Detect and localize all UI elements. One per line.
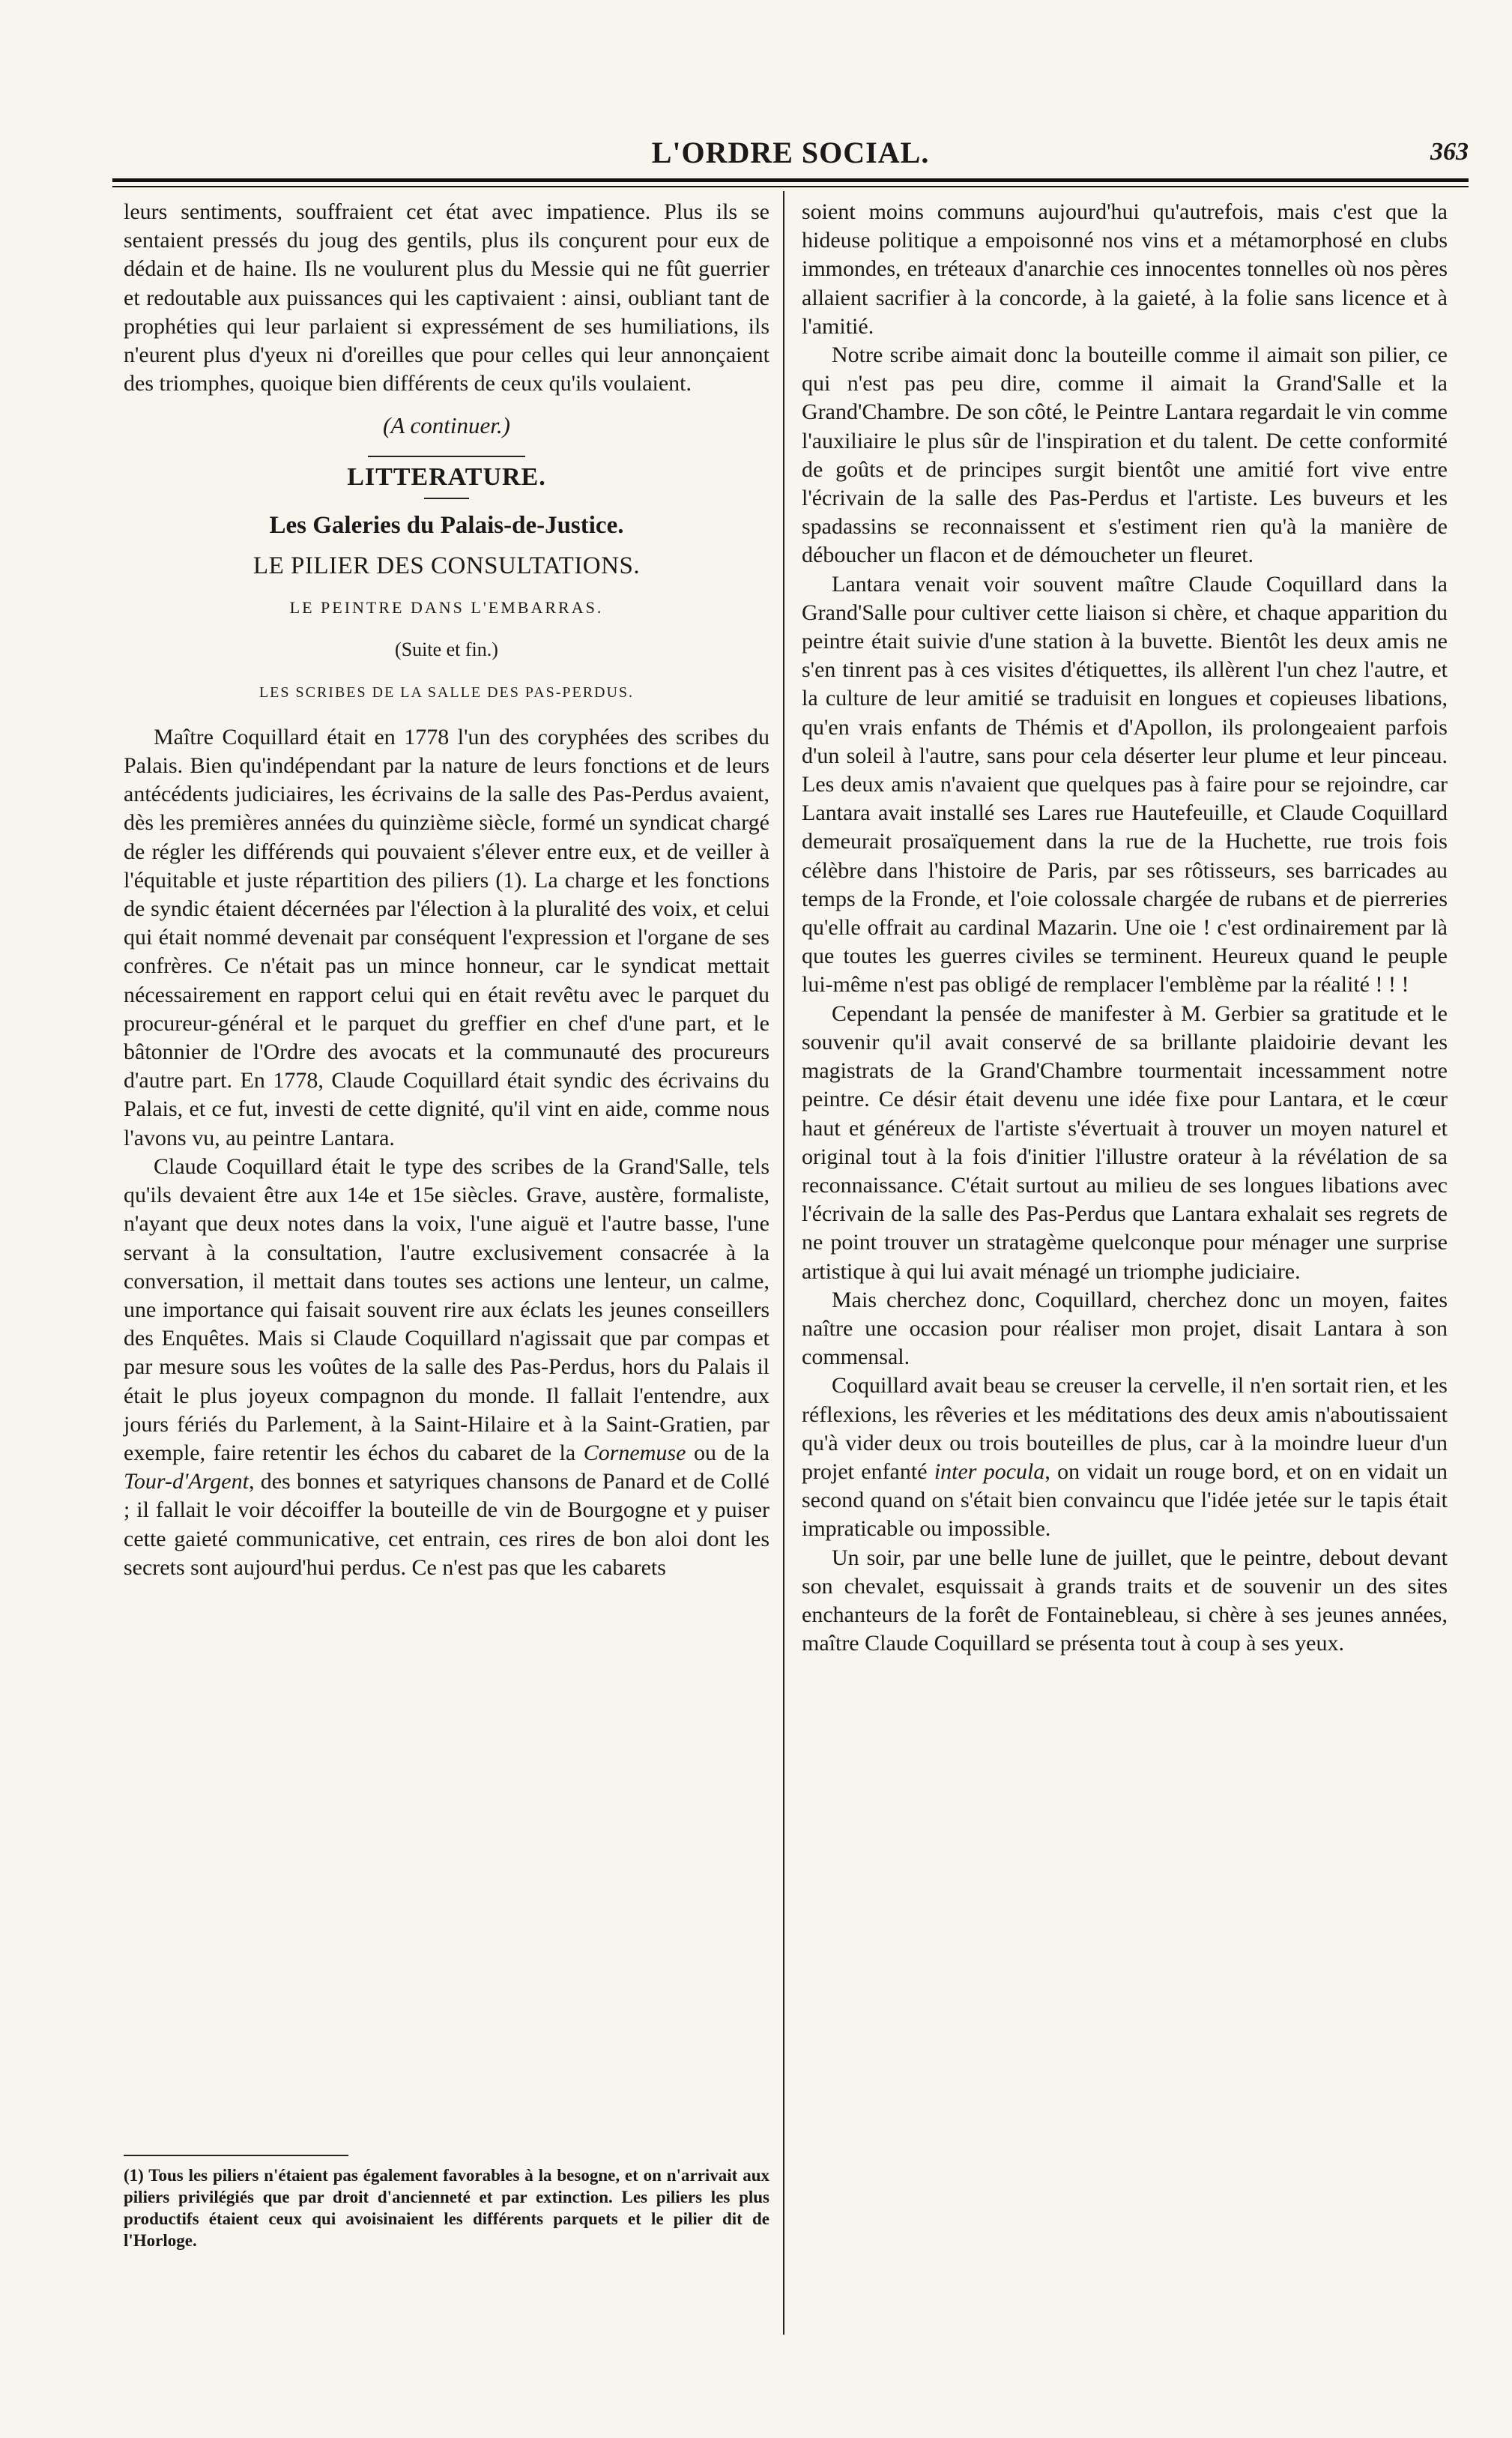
section-title: LITTERATURE. (347, 462, 546, 491)
right-column (802, 198, 1448, 1658)
column-divider (783, 191, 784, 2335)
article-note: (Suite et fin.) (395, 639, 498, 661)
chapter-heading: LES SCRIBES DE LA SALLE DES PAS-PERDUS. (258, 684, 635, 701)
paragraph: Un soir, par une belle lune de juillet, que le peintre, debout devant son chevalet, esquissait à grands traits et de souvenir un des sites enchanteurs de la forêt de Fontainebleau, si chère à ses jeunes années, maître Claude Coquillard se présenta tout à coup à ses yeux. (802, 1545, 1448, 1656)
footnote-rule (124, 2155, 348, 2156)
emphasis: Tour-d'Argent (124, 1469, 249, 1494)
paragraph: Lantara venait voir souvent maître Claude Coquillard dans la Grand'Salle pour cultiver cette liaison si chère, et chaque apparition du peintre était suivie d'une station à la buvette. Bientôt les deux amis ne s'en tinrent pas à ces visites d'étiquettes, ils allèrent l'un chez l'autre, et la culture de leur amitié se traduisit en longues et copieuses libations, qu'en vrais enfants de Thémis et d'Apollon, ils prolongeaient parfois d'un soleil à l'autre, sans pour cela déserter leur plume et leur pinceau. Les deux amis n'avaient que quelques pas à faire pour se rejoindre, car Lantara avait installé ses Lares rue Hautefeuille, et Claude Coquillard demeurait prosaïquement dans la rue de la Huchette, rue trois fois célèbre dans l'histoire de Paris, par ses rôtisseurs, ses barricades au temps de la Fronde, et l'oie colossale chargée de rubans et de pierreries qu'elle offrait au cardinal Mazarin. Une oie ! c'est ordinairement par là que toutes les guerres civiles se terminent. Heureux quand le peuple lui-même n'est pas obligé de remplacer l'emblème par la réalité ! ! ! (802, 571, 1448, 998)
article-series-title: Les Galeries du Palais-de-Justice. (269, 511, 624, 539)
footnote: (1) Tous les piliers n'étaient pas également favorables à la besogne, et on n'arrivait aux piliers privilégiés que par droit d'ancienneté et par extinction. Les piliers les plus productifs étaient ceux qui avoisinaient les différents parquets et le pilier dit de l'Horloge. (124, 2166, 769, 2250)
paragraph: soient moins communs aujourd'hui qu'autrefois, mais c'est que la hideuse politique a empoisonné nos vins et a métamorphosé en clubs immondes, en tréteaux d'anarchie ces innocentes tonnelles où nos pères allaient sacrifier à la concorde, à la gaieté, à la folie sans licence et à l'amitié. (802, 199, 1448, 339)
paragraph: leurs sentiments, souffraient cet état avec impatience. Plus ils se sentaient pressés du joug des gentils, plus ils conçurent pour eux de dédain et de haine. Ils ne voulurent plus du Messie qui ne fût guerrier et redoutable aux puissances qui les captivaient : ainsi, oubliant tant de prophéties qui leur parlaient si expressément de ses humiliations, ils n'eurent plus d'yeux ni d'oreilles que pour celles qui leur annonçaient des triomphes, quoique bien différents de ceux qu'ils voulaient. (124, 199, 769, 396)
paragraph: Mais cherchez donc, Coquillard, cherchez donc un moyen, faites naître une occasion pour réaliser mon projet, disait Lantara à son commensal. (802, 1287, 1448, 1370)
emphasis: Cornemuse (583, 1440, 686, 1465)
page-header (112, 135, 1469, 177)
left-column (124, 198, 769, 1582)
section-divider (368, 456, 525, 457)
paragraph: Maître Coquillard était en 1778 l'un des coryphées des scribes du Palais. Bien qu'indépendant par la nature de leurs fonctions et de leurs antécédents judiciaires, les écrivains de la salle des Pas-Perdus avaient, dès les premières années du quinzième siècle, formé un syndicat chargé de régler les différends qui pouvaient s'élever entre eux, et de veiller à l'équitable et juste répartition des piliers (1). La charge et les fonctions de syndic étaient décernées par l'élection à la pluralité des voix, et celui qui était nommé devenait par conséquent l'expression et l'organe de ses confrères. Ce n'était pas un mince honneur, car le syndicat mettait nécessairement en rapport celui qui en était revêtu avec le parquet du procureur-général et le parquet du greffier en chef d'une part, et le bâtonnier de l'Ordre des avocats et la communauté des procureurs d'autre part. En 1778, Claude Coquillard était syndic des écrivains du Palais, et ce fut, investi de cette dignité, qu'il vint en aide, comme nous l'avons vu, au peintre Lantara. (124, 724, 769, 1150)
article-title: LE PILIER DES CONSULTATIONS. (252, 552, 641, 580)
paragraph: Cependant la pensée de manifester à M. Gerbier sa gratitude et le souvenir qu'il avait conservé de sa brillante plaidoirie devant les magistrats de la Grand'Chambre tourmentait incessamment notre peintre. Ce désir était devenu une idée fixe pour Lantara, et le cœur haut et généreux de l'artiste s'évertuait à trouver un moyen naturel et original tout à la fois d'initier l'illustre orateur à la révélation de sa reconnaissance. C'était surtout au milieu de ses longues libations avec l'écrivain de la salle des Pas-Perdus que Lantara exhalait ses regrets de ne point trouver un stratagème quelconque pour ménager une surprise artistique à qui lui avait ménagé un triomphe judiciaire. (802, 1001, 1448, 1284)
paragraph: Coquillard avait beau se creuser la cervelle, il n'en sortait rien, et les réflexions, les rêveries et les méditations des deux amis n'aboutissaient qu'à vider deux ou trois bouteilles de plus, car à la moindre lueur d'un projet enfanté inter pocula, on vidait un rouge bord, et on en vidait un second quand on s'était bien convaincu que l'idée jetée sur le tapis était impraticable ou impossible. (802, 1373, 1448, 1542)
journal-title: L'ORDRE SOCIAL. (651, 136, 930, 169)
header-rule-thin (112, 186, 1469, 187)
paragraph: Notre scribe aimait donc la bouteille comme il aimait son pilier, ce qui n'est pas peu dire, comme il aimait la Grand'Salle et la Grand'Chambre. De son côté, le Peintre Lantara regardait le vin comme l'auxiliaire le plus sûr de l'inspiration et du talent. De cette conformité de goûts et de principes surgit bientôt une amitié fort vive entre l'écrivain de la salle des Pas-Perdus et l'artiste. Les buveurs et les spadassins se reconnaissent et s'estiment rien qu'à la manière de déboucher un flacon et de démoucheter un fleuret. (802, 343, 1448, 568)
paragraph: Claude Coquillard était le type des scribes de la Grand'Salle, tels qu'ils devaient être aux 14e et 15e siècles. Grave, austère, formaliste, n'ayant que deux notes dans la voix, l'une aiguë et l'autre basse, l'une servant à la consultation, l'autre exclusivement consacrée à la conversation, il mettait dans toutes ses actions une lenteur, un calme, une importance qui faisait souvent rire aux éclats les jeunes conseillers des Enquêtes. Mais si Claude Coquillard n'agissait que par compas et par mesure sous les voûtes de la salle des Pas-Perdus, hors du Palais il était le plus joyeux compagnon du monde. Il fallait l'entendre, aux jours fériés du Parlement, à la Saint-Hilaire et à la Saint-Gratien, par exemple, faire retentir les échos du cabaret de la Cornemuse ou de la Tour-d'Argent, des bonnes et satyriques chansons de Panard et de Collé ; il fallait le voir décoiffer la bouteille de vin de Bourgogne et y puiser cette gaieté communicative, cet entrain, ces rires de bon aloi dont les secrets sont aujourd'hui perdus. Ce n'est pas que les cabarets (124, 1153, 770, 1580)
emphasis: inter pocula (934, 1458, 1045, 1484)
page-number: 363 (1430, 138, 1469, 166)
section-divider-short (424, 498, 469, 499)
article-subtitle: LE PEINTRE DANS L'EMBARRAS. (289, 598, 604, 618)
to-be-continued: (A continuer.) (383, 412, 510, 439)
header-rule-thick (112, 178, 1469, 182)
